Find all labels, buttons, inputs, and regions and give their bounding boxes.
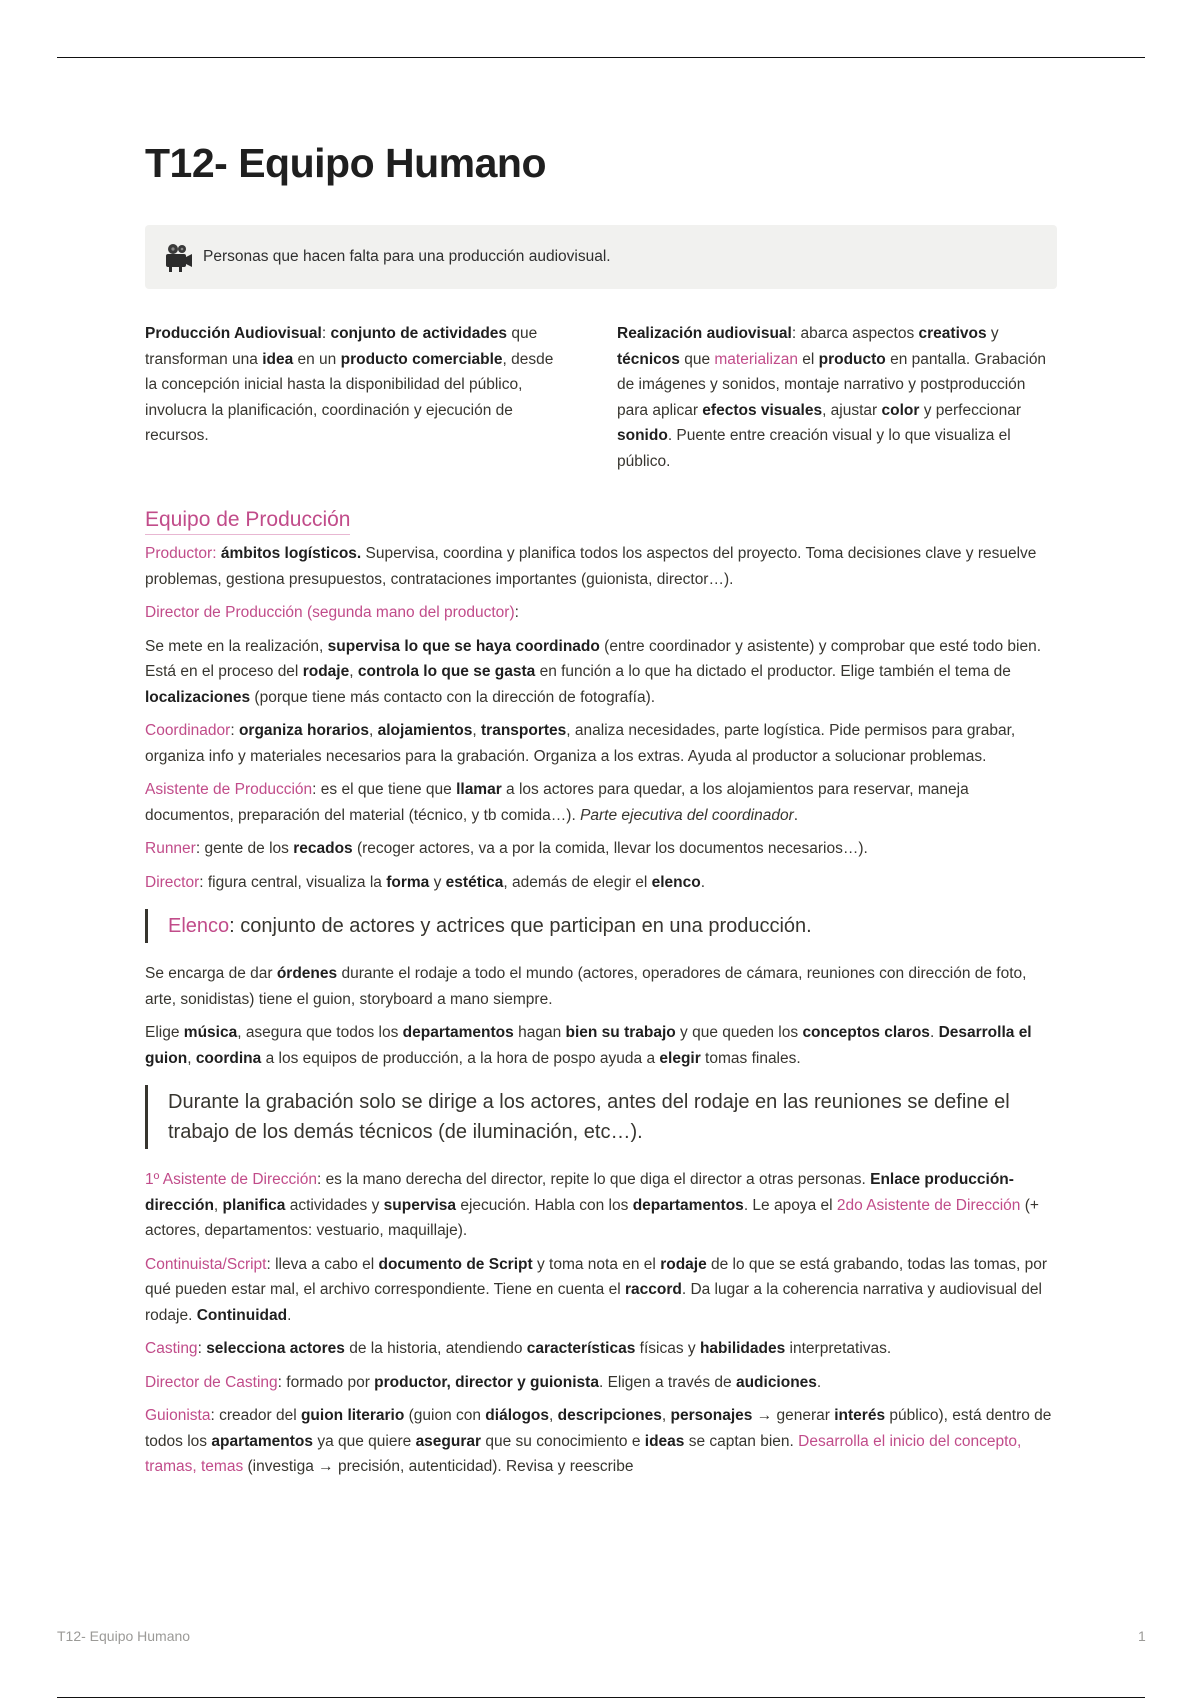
- text: : gente de los: [195, 840, 294, 857]
- bold: audiciones: [735, 1373, 817, 1391]
- bold: elenco: [651, 873, 701, 891]
- bold: Desarrolla el guion: [145, 1024, 1032, 1067]
- text: y que queden los: [675, 1024, 803, 1041]
- text: de lo que se está grabando, todas las tomas, por qué pueden estar mal, el archivo correspondiente. Tiene en cuenta el: [145, 1255, 1048, 1298]
- paragraph-director: [145, 870, 1057, 896]
- paragraph-continuista: [145, 1252, 1057, 1329]
- paragraph-asistente-direccion: [145, 1167, 1057, 1244]
- bold: organiza horarios: [238, 722, 369, 739]
- bold: rodaje: [660, 1255, 707, 1273]
- bold: localizaciones: [145, 688, 251, 706]
- text: que transforman una: [145, 325, 538, 368]
- footer-title: T12- Equipo Humano: [57, 1628, 191, 1644]
- quote-grabacion: Durante la grabación solo se dirige a los actores, antes del rodaje en las reuniones se define el trabajo de los demás técnicos (de iluminación, etc…).: [145, 1085, 1057, 1149]
- bold: creativos: [918, 325, 987, 342]
- top-rule: [57, 57, 1145, 58]
- paragraph-director-casting: [145, 1370, 1057, 1396]
- term-realizacion: Realización audiovisual: [617, 325, 792, 342]
- text: : conjunto de actores y actrices que participan en una producción.: [229, 915, 812, 937]
- bold: color: [881, 401, 920, 419]
- text: → generar: [752, 1407, 835, 1424]
- text: : lleva a cabo el: [266, 1255, 379, 1273]
- text: físicas y: [635, 1340, 700, 1357]
- page-number: 1: [1138, 1628, 1146, 1644]
- text: , ajustar: [822, 401, 882, 419]
- bold: coordina: [195, 1049, 262, 1067]
- text: , además de elegir el: [503, 873, 652, 891]
- bold: raccord: [624, 1281, 682, 1298]
- bold: supervisa: [383, 1196, 457, 1214]
- text: . Eligen a través de: [598, 1373, 736, 1391]
- bold: conceptos claros: [802, 1024, 930, 1041]
- highlight: materializan: [714, 350, 798, 368]
- text: a los actores para quedar, a los alojamientos para reservar, maneja documentos, preparación del material (técnico, y tb comida…).: [145, 781, 969, 824]
- bold: sonido: [617, 427, 668, 444]
- bold: planifica: [222, 1196, 286, 1214]
- callout-box: [145, 225, 1057, 289]
- role-label: Casting: [145, 1340, 198, 1357]
- text: : formado por: [277, 1373, 375, 1391]
- role-label: Runner: [145, 840, 196, 857]
- role-label: Continuista/Script: [145, 1255, 267, 1273]
- text: .: [287, 1306, 292, 1324]
- bold: apartamentos: [211, 1432, 314, 1450]
- text: ,: [349, 663, 358, 680]
- text: ejecución. Habla con los: [456, 1196, 633, 1214]
- role-label: Asistente de Producción: [145, 781, 313, 798]
- text: ya que quiere: [313, 1432, 416, 1450]
- text: : figura central, visualiza la: [199, 873, 387, 891]
- bold: diálogos: [485, 1407, 550, 1424]
- bold: productor, director y guionista: [374, 1373, 599, 1391]
- bold: controla lo que se gasta: [357, 663, 536, 680]
- paragraph-director-produccion: [145, 634, 1057, 711]
- bold: idea: [262, 350, 294, 368]
- bold: órdenes: [276, 965, 338, 982]
- role-label: Coordinador: [145, 722, 231, 739]
- bold: características: [526, 1340, 636, 1357]
- text: :: [230, 722, 239, 739]
- text: (porque tiene más contacto con la dirección de fotografía).: [250, 688, 656, 706]
- italic: Parte ejecutiva del coordinador: [580, 806, 794, 824]
- quote-elenco: [145, 909, 1057, 943]
- bold: selecciona actores: [206, 1340, 345, 1357]
- bold: llamar: [456, 781, 502, 798]
- role-label: Productor:: [145, 545, 217, 562]
- bold: rodaje: [302, 663, 350, 680]
- text: a los equipos de producción, a la hora de pospo ayuda a: [261, 1049, 660, 1067]
- text: , asegura que todos los: [237, 1024, 403, 1041]
- text: hagan: [513, 1024, 566, 1041]
- bottom-rule: [57, 1697, 1145, 1698]
- text: ,: [661, 1407, 671, 1424]
- bold: forma: [386, 873, 430, 891]
- text: (investiga → precisión, autenticidad). Revisa y reescribe: [243, 1458, 634, 1475]
- text: .: [929, 1024, 939, 1041]
- paragraph-guionista: [145, 1403, 1057, 1480]
- text: . Le apoya el: [743, 1196, 837, 1214]
- bold: ideas: [644, 1432, 685, 1450]
- text: : es la mano derecha del director, repite lo que diga el director a otras personas.: [316, 1171, 871, 1188]
- text: ,: [369, 722, 378, 739]
- text: tomas finales.: [700, 1049, 801, 1067]
- text: en pantalla. Grabación de imágenes y sonidos, montaje narrativo y postproducción para aplicar: [617, 350, 1047, 419]
- bold: efectos visuales: [702, 401, 823, 419]
- text: público), está dentro de todos los: [145, 1407, 1052, 1450]
- bold: interés: [834, 1407, 886, 1424]
- text: se captan bien.: [684, 1432, 799, 1450]
- bold: documento de Script: [378, 1255, 533, 1273]
- role-label: Director de Casting: [145, 1373, 278, 1391]
- text: actividades y: [285, 1196, 384, 1214]
- text: (recoger actores, va a por la comida, llevar los documentos necesarios…).: [352, 840, 868, 857]
- text: :: [197, 1340, 207, 1357]
- page-content: [145, 140, 1057, 1488]
- bold: producto comerciable: [340, 350, 503, 368]
- text: (+ actores, departamentos: vestuario, maquillaje).: [145, 1196, 1039, 1239]
- bold: estética: [445, 873, 504, 891]
- movie-camera-icon: [161, 240, 195, 274]
- page-title: T12- Equipo Humano: [145, 140, 546, 186]
- paragraph-coordinador: [145, 718, 1057, 769]
- bold: departamentos: [632, 1196, 744, 1214]
- text: , desde la concepción inicial hasta la disponibilidad del público, involucra la planificación, coordinación y ejecución de recursos.: [145, 350, 554, 444]
- text: :: [321, 325, 331, 342]
- highlight: Desarrolla el inicio del concepto, tramas, temas: [145, 1432, 1022, 1475]
- paragraph-runner: [145, 836, 1057, 862]
- text: ,: [187, 1049, 196, 1067]
- text: que: [679, 350, 715, 368]
- definition-columns: [145, 321, 1057, 474]
- role-label: Director: [145, 873, 200, 891]
- term-produccion: Producción Audiovisual: [145, 325, 322, 342]
- bold: guion literario: [300, 1407, 405, 1424]
- text: Se mete en la realización,: [145, 637, 328, 655]
- text: : creador del: [210, 1407, 301, 1424]
- paragraph-casting: [145, 1336, 1057, 1362]
- bold: Continuidad: [196, 1306, 288, 1324]
- bold: técnicos: [617, 350, 680, 368]
- text: y: [429, 873, 446, 891]
- bold: producto: [818, 350, 886, 368]
- callout-text: Personas que hacen falta para una producción audiovisual.: [203, 248, 611, 265]
- bold: bien su trabajo: [565, 1024, 676, 1041]
- text: Supervisa, coordina y planifica todos los aspectos del proyecto. Toma decisiones clave y resuelve problemas, gestiona presupuestos, contrataciones importantes (guionista, director…).: [145, 545, 1037, 588]
- column-realizacion: [617, 321, 1057, 474]
- text: . Puente entre creación visual y lo que visualiza el público.: [617, 427, 1011, 470]
- bold: música: [183, 1024, 238, 1041]
- text: :: [514, 604, 519, 621]
- text: en un: [293, 350, 341, 368]
- text: en función a lo que ha dictado el productor. Elige también el tema de: [535, 663, 1011, 680]
- text: interpretativas.: [785, 1340, 892, 1357]
- bold: personajes: [670, 1407, 753, 1424]
- text: ,: [549, 1407, 558, 1424]
- bold: recados: [293, 840, 353, 857]
- text: y perfeccionar: [919, 401, 1022, 419]
- text: . Da lugar a la coherencia narrativa y audiovisual del rodaje.: [145, 1281, 1042, 1324]
- text: ,: [213, 1196, 223, 1214]
- paragraph-director-produccion-label: [145, 600, 1057, 626]
- text: (entre coordinador y asistente) y comprobar que esté todo bien. Está en el proceso del: [145, 637, 1041, 680]
- role-label: Director de Producción (segunda mano del productor): [145, 604, 515, 621]
- bold: descripciones: [557, 1407, 662, 1424]
- bold: transportes: [481, 722, 567, 739]
- text: (guion con: [404, 1407, 486, 1424]
- text: .: [700, 873, 706, 891]
- bold: habilidades: [699, 1340, 786, 1357]
- role-label: 2do Asistente de Dirección: [836, 1196, 1021, 1214]
- bold: supervisa lo que se haya coordinado: [327, 637, 600, 655]
- bold: asegurar: [415, 1432, 482, 1450]
- bold: Enlace producción-dirección: [145, 1171, 1014, 1214]
- bold: conjunto de actividades: [330, 325, 508, 342]
- role-label: Guionista: [145, 1407, 211, 1424]
- paragraph-productor: [145, 541, 1057, 592]
- text: : es el que tiene que: [312, 781, 457, 798]
- text: y: [986, 325, 999, 342]
- text: Elige: [145, 1024, 184, 1041]
- paragraph-ordenes: [145, 961, 1057, 1012]
- section-heading-equipo-produccion: Equipo de Producción: [145, 508, 350, 535]
- text: el: [797, 350, 819, 368]
- column-produccion: [145, 321, 565, 474]
- bold: elegir: [659, 1049, 701, 1067]
- role-label: Elenco: [168, 915, 230, 937]
- bold: departamentos: [402, 1024, 514, 1041]
- text: durante el rodaje a todo el mundo (actores, operadores de cámara, reuniones con dirección de foto, arte, sonidistas) tiene el guion, storyboard a mano siempre.: [145, 965, 1027, 1008]
- text: .: [793, 806, 799, 824]
- text: que su conocimiento e: [481, 1432, 645, 1450]
- text: ,: [472, 722, 481, 739]
- text: , analiza necesidades, parte logística. Pide permisos para grabar, organiza info y materiales necesarios para la grabación. Organiza a los extras. Ayuda al productor a solucionar problemas.: [145, 722, 1016, 765]
- text: .: [816, 1373, 822, 1391]
- text: : abarca aspectos: [791, 325, 919, 342]
- paragraph-asistente-produccion: [145, 777, 1057, 828]
- role-label: 1º Asistente de Dirección: [145, 1171, 317, 1188]
- text: y toma nota en el: [532, 1255, 661, 1273]
- bold: ámbitos logísticos.: [220, 545, 362, 562]
- paragraph-musica: [145, 1020, 1057, 1071]
- text: Se encarga de dar: [145, 965, 277, 982]
- bold: alojamientos: [377, 722, 473, 739]
- text: de la historia, atendiendo: [344, 1340, 527, 1357]
